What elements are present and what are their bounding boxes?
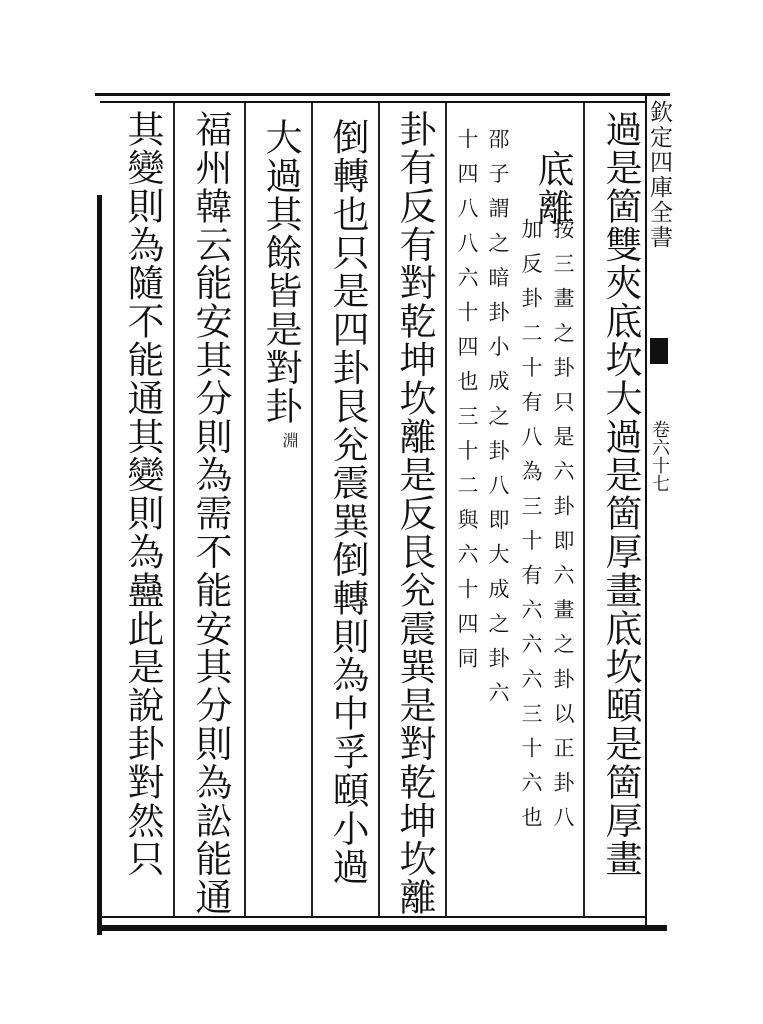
column-divider xyxy=(311,103,313,917)
text-column-6: 大過其餘皆是對卦 xyxy=(259,118,302,426)
column-divider xyxy=(583,103,585,917)
column-divider xyxy=(173,103,175,917)
bottom-border xyxy=(97,925,667,931)
text-column-5: 倒轉也只是四卦艮兊震巽倒轉則為中孚頤小過 xyxy=(326,118,369,886)
top-border xyxy=(95,93,670,96)
top-inner-border xyxy=(100,101,645,103)
column-divider xyxy=(244,103,246,917)
column-divider xyxy=(445,103,447,917)
text-column-4: 卦有反有對乾坤坎離是反艮兊震巽是對乾坤坎離 xyxy=(393,110,436,917)
book-title: 欽定四庫全書 xyxy=(646,100,672,250)
source-note: 淵 xyxy=(280,432,299,448)
text-column-2: 底離 xyxy=(531,150,574,227)
text-column-8: 其變則為隨不能通其變則為蠱此是說卦對然只 xyxy=(121,110,164,878)
volume-number: 卷六十七 xyxy=(649,420,670,492)
text-column-1: 過是箇雙夾底坎大過是箇厚畫底坎頤是箇厚畫 xyxy=(599,110,642,878)
commentary-line-1: 按三畫之卦只是六卦即六畫之卦以正卦八 xyxy=(551,218,575,841)
commentary-line-4: 十四八八六十四也三十二與六十四同 xyxy=(455,128,479,682)
left-border xyxy=(97,195,102,935)
commentary-line-3: 邵子謂之暗卦小成之卦八即大成之卦六 xyxy=(486,128,510,717)
fish-tail-mark xyxy=(650,338,668,364)
commentary-line-2: 加反卦二十有八為三十有六六六三十六也 xyxy=(519,218,543,841)
text-column-7: 福州韓云能安其分則為需不能安其分則為訟能通 xyxy=(189,110,232,917)
column-divider xyxy=(378,103,380,917)
